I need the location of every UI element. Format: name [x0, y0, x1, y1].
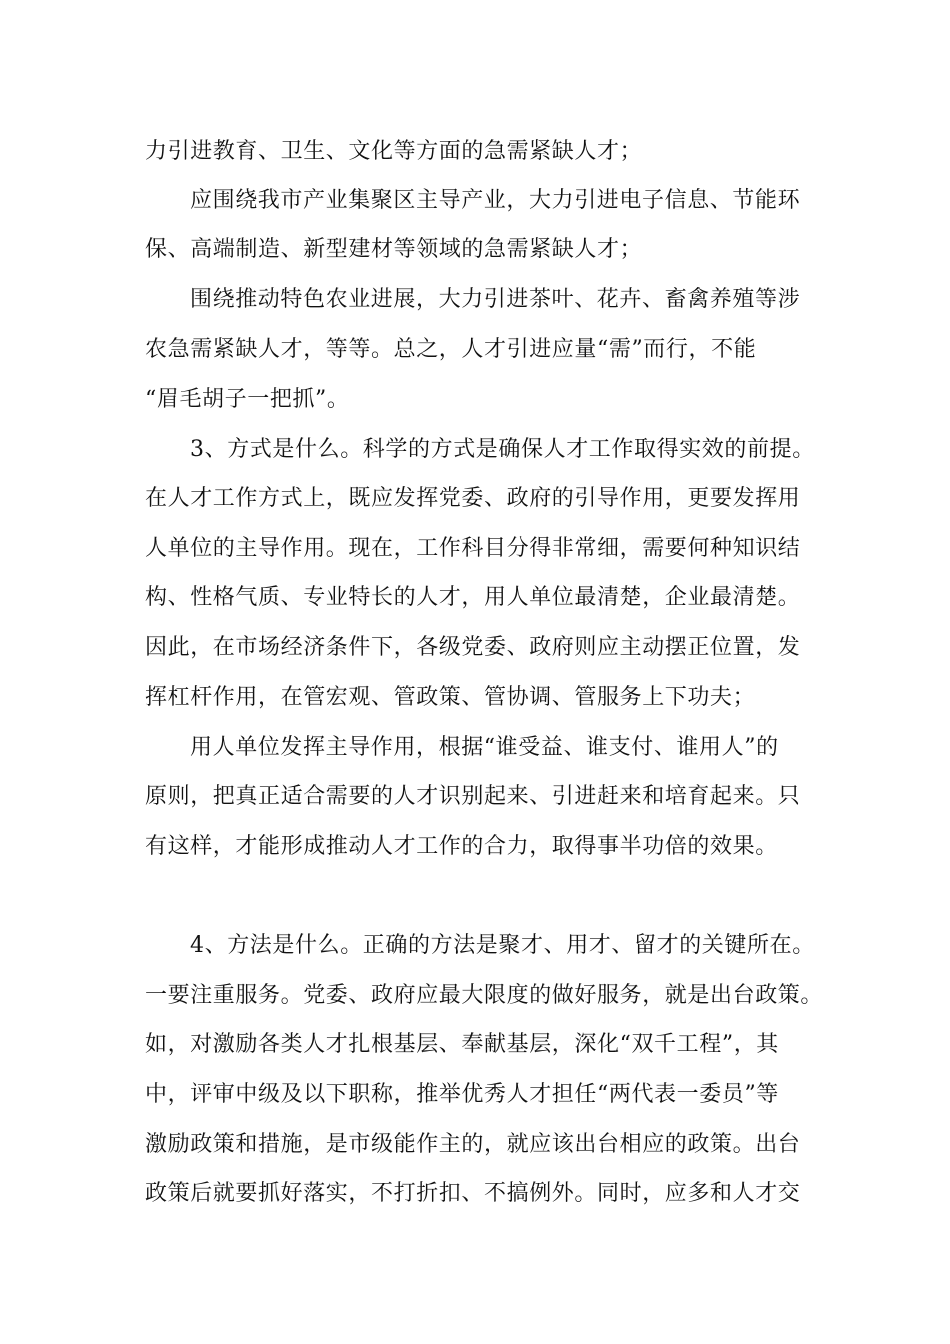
text-line: 如，对激励各类人才扎根基层、奉献基层，深化“双千工程”，其: [145, 1032, 779, 1057]
text-line: 激励政策和措施，是市级能作主的，就应该出台相应的政策。出台: [145, 1132, 801, 1157]
text-line: 在人才工作方式上，既应发挥党委、政府的引导作用，更要发挥用: [145, 486, 801, 511]
text-line: 有这样，才能形成推动人才工作的合力，取得事半功倍的效果。: [145, 834, 778, 859]
text-line: 中，评审中级及以下职称，推举优秀人才担任“两代表一委员”等: [145, 1082, 779, 1107]
text-line: 4、方法是什么。正确的方法是聚才、用才、留才的关键所在。: [190, 933, 815, 958]
text-line: 因此，在市场经济条件下，各级党委、政府则应主动摆正位置，发: [145, 635, 801, 660]
text-line: 3、方式是什么。科学的方式是确保人才工作取得实效的前提。: [190, 437, 815, 462]
text-line: 挥杠杆作用，在管宏观、管政策、管协调、管服务上下功夫；: [145, 685, 756, 710]
text-line: “眉毛胡子一把抓”。: [145, 387, 350, 412]
text-line: 农急需紧缺人才，等等。总之，人才引进应量“需”而行，不能: [145, 337, 757, 362]
text-line: 构、性格气质、专业特长的人才，用人单位最清楚，企业最清楚。: [145, 585, 801, 610]
text-line: 用人单位发挥主导作用，根据“谁受益、谁支付、谁用人”的: [190, 735, 779, 760]
text-line: 力引进教育、卫生、文化等方面的急需紧缺人才；: [145, 139, 643, 164]
text-line: 政策后就要抓好落实，不打折扣、不搞例外。同时，应多和人才交: [145, 1181, 801, 1206]
text-line: 围绕推动特色农业进展，大力引进茶叶、花卉、畜禽养殖等涉: [190, 287, 801, 312]
text-line: 应围绕我市产业集聚区主导产业，大力引进电子信息、节能环: [190, 188, 801, 213]
text-line: 原则，把真正适合需要的人才识别起来、引进赶来和培育起来。只: [145, 784, 801, 809]
text-line: 人单位的主导作用。现在，工作科目分得非常细，需要何种知识结: [145, 536, 801, 561]
text-line: 保、高端制造、新型建材等领域的急需紧缺人才；: [145, 237, 643, 262]
text-line: 一要注重服务。党委、政府应最大限度的做好服务，就是出台政策。: [145, 983, 824, 1008]
